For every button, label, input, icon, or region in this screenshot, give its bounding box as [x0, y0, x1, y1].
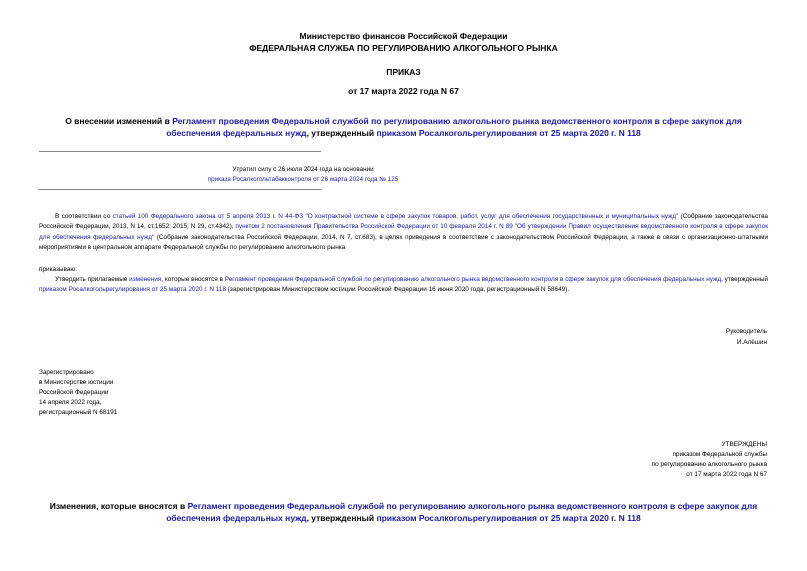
- changes-title-prefix: Изменения, которые вносятся в: [49, 501, 188, 511]
- body-order-118-link[interactable]: приказом Росалкогольрегулирования от 25 марта 2020 г. N 118: [39, 286, 227, 294]
- body-paragraph: [39, 275, 768, 296]
- order-125-link[interactable]: приказа Росалкогольтабакконтроля от 26 марта 2024 года № 125: [207, 176, 399, 183]
- changes-title: [40, 500, 767, 524]
- lost-force-link-line: [39, 176, 567, 183]
- signatory-position: Руководитель: [725, 328, 767, 335]
- preamble-text-1: В соответствии со: [55, 213, 113, 220]
- signatory-name: И.Алёшин: [736, 339, 767, 346]
- changes-order-118-link[interactable]: приказом Росалкогольрегулирования от 25 марта 2020 г. N 118: [376, 513, 641, 523]
- ministry-name: Министерство финансов Российской Федерации: [299, 31, 508, 41]
- body-text-1: Утвердить прилагаемые: [55, 276, 130, 283]
- registration-line: регистрационный N 68191: [39, 409, 118, 416]
- service-name: ФЕДЕРАЛЬНАЯ СЛУЖБА ПО РЕГУЛИРОВАНИЮ АЛКОГОЛЬНОГО РЫНКА: [249, 43, 558, 53]
- reglament-link[interactable]: Регламент проведения Федеральной службой по регулированию алкогольного рынка ведомственного контроля в сфере закупок для обеспечения федеральных нужд: [166, 116, 742, 138]
- body-reglament-link[interactable]: Регламент проведения Федеральной службой по регулированию алкогольного рынка ведомственного контроля в сфере закупок для обеспечения федеральных нужд: [224, 276, 722, 283]
- registration-line: в Министерстве юстиции: [39, 379, 114, 386]
- divider-bottom: [39, 189, 321, 190]
- order-word: приказываю:: [39, 266, 77, 273]
- divider-top: [39, 151, 321, 152]
- body-text-2: , которые вносятся в: [161, 276, 225, 283]
- registration-line: 14 апреля 2022 года,: [39, 399, 102, 406]
- changes-reglament-link[interactable]: Регламент проведения Федеральной службой по регулированию алкогольного рынка ведомственного контроля в сфере закупок для обеспечения федеральных нужд: [166, 501, 758, 523]
- registration-line: Российской Федерации: [39, 389, 109, 396]
- preamble-paragraph: [39, 212, 768, 253]
- changes-link[interactable]: изменения: [129, 276, 162, 283]
- resolution-89-link[interactable]: пунктом 2 постановления Правительства Российской Федерации от 10 февраля 2014 г. N 89 "Об утверждении Правил осуществления ведомственного контроля в сфере закупок для обеспечения федеральных нужд": [39, 223, 768, 241]
- body-text-4: (зарегистрирован Министерством юстиции Российской Федерации 16 июня 2020 года, регистрационный N 58649).: [226, 286, 570, 294]
- body-text-3: , утвержденный: [721, 276, 769, 283]
- law-44fz-link[interactable]: статьей 100 Федерального закона от 5 апреля 2013 г. N 44-ФЗ "О контрактной системе в сфере закупок товаров, работ, услуг для обеспечения государственных и муниципальных нужд": [112, 213, 679, 220]
- approved-line: по регулированию алкогольного рынка: [651, 461, 767, 468]
- doc-type: ПРИКАЗ: [386, 67, 421, 77]
- registration-line: Зарегистрировано: [39, 369, 94, 376]
- changes-title-middle: , утвержденный: [306, 513, 377, 523]
- doc-date-number: от 17 марта 2022 года N 67: [348, 86, 459, 96]
- approved-line: от 17 марта 2022 года N 67: [686, 471, 767, 478]
- preamble-text-2: (Собрание законодательства Российской Федерации, 2013, N 14, ст.1652; 2015, N 29, ст.4342),: [39, 213, 768, 231]
- doc-title: [40, 115, 767, 139]
- approved-line: приказом Федеральной службы: [672, 451, 767, 458]
- title-prefix: О внесении изменений в: [65, 116, 173, 126]
- approved-line: УТВЕРЖДЕНЫ: [721, 441, 767, 448]
- lost-force-note: Утратил силу с 26 июля 2024 года на основании: [232, 166, 374, 173]
- order-118-link[interactable]: приказом Росалкогольрегулирования от 25 марта 2020 г. N 118: [376, 128, 641, 138]
- preamble-text-3: (Собрание законодательства Российской Федерации, 2014, N 7, ст.683), в целях приведения в соответствие с законодательством Российской Федерации, а также в связи с организационно-штатными мероприятиями в центральном аппарате Федеральной службы по регулированию алкогольного рынка: [39, 233, 768, 251]
- title-middle: , утвержденный: [306, 128, 377, 138]
